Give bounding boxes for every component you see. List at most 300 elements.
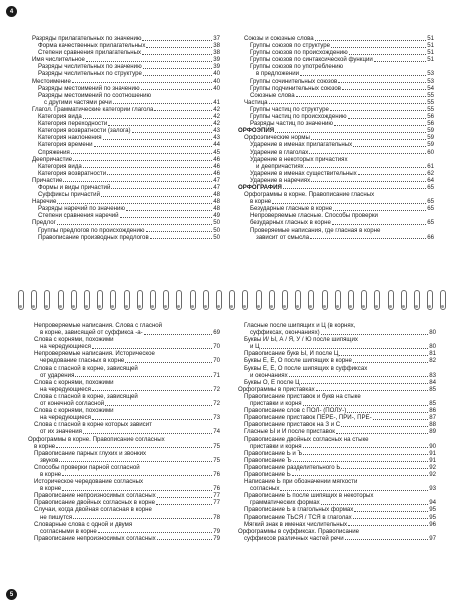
toc-entry — [26, 92, 220, 99]
binding-ring — [58, 290, 64, 310]
dot-leader — [269, 102, 426, 104]
dot-leader — [280, 489, 428, 491]
toc-entry-title: согласными в корне — [40, 527, 97, 535]
toc-entry-page: 39 — [213, 63, 220, 71]
dot-leader — [111, 187, 212, 189]
toc-entry-page: 79 — [213, 527, 220, 535]
dot-leader — [300, 74, 426, 76]
toc-entry-title: Случаи, когда двойная согласная в корне — [34, 506, 152, 514]
toc-entry — [238, 177, 434, 184]
toc-entry-title: Разряды частиц по значению — [250, 120, 333, 128]
toc-entry-title: Правописание разделительного Ь — [244, 463, 341, 471]
dot-leader — [157, 496, 212, 498]
toc-entry — [238, 106, 434, 113]
dot-leader — [292, 474, 428, 476]
toc-entry-title: Мягкий знак в именах числительных — [244, 520, 348, 528]
dot-leader — [125, 361, 212, 363]
dot-leader — [305, 166, 426, 168]
toc-entry — [238, 506, 436, 513]
toc-entry-page: 89 — [429, 428, 436, 436]
toc-entry-title: Орфограммы в корне. Правописание гласных — [244, 191, 375, 199]
toc-entry — [28, 365, 220, 372]
toc-entry-page: 59 — [427, 141, 434, 149]
binding-ring — [308, 290, 314, 310]
toc-entry — [238, 471, 436, 478]
dot-leader — [166, 440, 212, 441]
dot-leader — [311, 138, 426, 140]
toc-entry — [238, 485, 436, 492]
toc-entry — [238, 219, 434, 226]
dot-leader — [154, 109, 212, 111]
toc-entry-title: Правописание парных глухих и звонких — [34, 449, 147, 457]
dot-leader — [332, 223, 426, 225]
binding-ring — [388, 290, 394, 310]
toc-entry — [26, 184, 220, 191]
binding-ring — [335, 290, 341, 310]
toc-entry — [28, 393, 220, 400]
toc-entry-title: безударных гласных в корне — [250, 219, 331, 227]
toc-entry-title: Местоимение — [32, 77, 71, 85]
toc-entry-page: 85 — [429, 385, 436, 393]
binding-ring — [440, 290, 446, 310]
toc-entry — [28, 457, 220, 464]
dot-leader — [374, 60, 426, 62]
toc-entry-page: 61 — [427, 162, 434, 170]
toc-entry-page: 69 — [213, 329, 220, 337]
toc-entry-page: 96 — [429, 520, 436, 528]
toc-entry-title: Безударные гласные в корне — [250, 205, 333, 213]
dot-leader — [333, 209, 426, 211]
toc-entry — [238, 134, 434, 141]
dot-leader — [156, 355, 212, 356]
dot-leader — [146, 230, 213, 232]
toc-entry-title: Правописание Ь и Ъ — [244, 449, 303, 457]
toc-entry-title: Слова с корнями, похожими — [34, 378, 114, 386]
spiral-binding — [0, 286, 466, 314]
toc-entry — [28, 506, 220, 513]
dot-leader — [113, 102, 212, 104]
toc-entry-page: 88 — [429, 421, 436, 429]
toc-entry-title: в корне — [40, 470, 62, 478]
toc-entry-title: Спряжения — [38, 148, 70, 156]
dot-leader — [103, 138, 212, 140]
dot-leader — [115, 412, 212, 413]
toc-entry-title: Слова с корнями, похожими — [34, 336, 114, 344]
toc-page-top — [0, 0, 466, 288]
toc-entry-title: Разряды наречий по значению — [38, 205, 125, 213]
toc-entry-title: суффиксов различных частей речи — [244, 534, 344, 542]
toc-entry-title: Разряды прилагательных по значению — [32, 35, 142, 42]
toc-entry-page: 92 — [429, 470, 436, 478]
toc-entry — [28, 322, 220, 329]
toc-entry-page: 43 — [213, 134, 220, 142]
toc-entry — [238, 343, 436, 350]
toc-entry — [26, 219, 220, 226]
dot-leader — [339, 354, 428, 356]
toc-entry — [238, 156, 434, 163]
toc-entry-title: в предложении — [256, 70, 300, 78]
toc-entry-page: 75 — [213, 456, 220, 464]
toc-entry-page: 62 — [427, 169, 434, 177]
toc-entry — [238, 85, 434, 92]
dot-leader — [368, 369, 428, 370]
dot-leader — [57, 202, 212, 204]
dot-leader — [107, 173, 212, 175]
toc-entry — [238, 191, 434, 198]
toc-entry-title: Написание Ь при обозначении мягкости — [244, 478, 358, 486]
toc-entry-page: 39 — [213, 56, 220, 64]
toc-entry-title: Предлог — [32, 219, 56, 227]
toc-entry-page: 92 — [429, 463, 436, 471]
toc-entry-page: 47 — [213, 183, 220, 191]
toc-entry — [26, 70, 220, 77]
toc-entry-page: 64 — [427, 176, 434, 184]
toc-entry — [26, 212, 220, 219]
dot-leader — [108, 124, 212, 126]
toc-entry — [28, 514, 220, 521]
toc-entry-page: 93 — [429, 485, 436, 493]
toc-entry-title: Группы частиц по структуре — [250, 105, 329, 113]
dot-leader — [142, 53, 212, 55]
toc-entry — [238, 205, 434, 212]
toc-entry — [238, 49, 434, 56]
toc-entry — [28, 499, 220, 506]
dot-leader — [75, 375, 212, 377]
toc-entry-page: 38 — [213, 49, 220, 57]
toc-entry-title: Группы сочинительных союзов — [250, 77, 338, 85]
binding-ring — [282, 290, 288, 310]
toc-entry-title: Правописание приставок и букв на стыке — [244, 392, 361, 400]
dot-leader — [62, 489, 212, 491]
binding-ring — [18, 290, 24, 310]
toc-entry-page: 40 — [213, 84, 220, 92]
dot-leader — [98, 531, 212, 533]
toc-entry-page: 51 — [427, 42, 434, 50]
toc-entry-page: 38 — [213, 42, 220, 50]
toc-entry-page: 91 — [429, 456, 436, 464]
toc-entry-title: Частица — [244, 98, 268, 106]
toc-entry-title: ОРФОЭПИЯ — [238, 127, 275, 135]
toc-entry-page: 46 — [213, 169, 220, 177]
toc-entry — [238, 234, 434, 241]
dot-leader — [71, 152, 212, 154]
toc-entry-title: Степени сравнения прилагательных — [38, 49, 142, 57]
dot-leader — [296, 95, 426, 97]
toc-entry-title: на чередующиеся — [40, 343, 91, 351]
dot-leader — [144, 483, 212, 484]
toc-entry — [238, 70, 434, 77]
toc-entry-title: Слова с гласной в корне которых зависит — [34, 421, 152, 429]
dot-leader — [344, 68, 426, 69]
toc-entry — [238, 141, 434, 148]
toc-entry-title: Правописание непроизносимых согласных — [34, 492, 156, 500]
dot-leader — [349, 160, 426, 161]
toc-entry — [26, 149, 220, 156]
dot-leader — [358, 483, 428, 484]
dot-leader — [338, 81, 426, 83]
toc-entry-page: 76 — [213, 470, 220, 478]
toc-entry-page: 59 — [427, 127, 434, 135]
toc-entry-title: Наречие — [32, 198, 57, 206]
dot-leader — [341, 425, 428, 427]
toc-entry — [28, 478, 220, 485]
toc-entry-title: Правописание слов с ПОЛ- (ПОЛУ-) — [244, 407, 347, 415]
toc-entry — [26, 120, 220, 127]
toc-entry-title: Группы союзов по синтаксической функции — [250, 56, 373, 64]
toc-entry-title: Категория времени — [38, 141, 93, 149]
toc-entry-title: ОРФОГРАФИЯ — [238, 183, 282, 191]
toc-entry-page: 81 — [429, 350, 436, 358]
toc-entry — [26, 99, 220, 106]
toc-entry-title: Проверяемые написания, где гласная в корне — [250, 226, 381, 234]
dot-leader — [141, 468, 212, 469]
dot-leader — [73, 159, 212, 161]
dot-leader — [147, 454, 212, 455]
toc-entry-page: 48 — [213, 198, 220, 206]
toc-entry-page: 60 — [427, 148, 434, 156]
dot-leader — [370, 440, 428, 441]
toc-entry-title: Правописание ТЬСЯ / ТСЯ в глаголах — [244, 513, 352, 521]
dot-leader — [139, 397, 212, 398]
toc-entry-title: в корне — [34, 442, 56, 450]
binding-ring — [44, 290, 50, 310]
dot-leader — [83, 117, 212, 119]
dot-leader — [63, 180, 212, 182]
dot-leader — [83, 432, 212, 434]
toc-entry — [238, 329, 436, 336]
toc-entry — [26, 106, 220, 113]
toc-entry — [238, 198, 434, 205]
toc-entry — [28, 350, 220, 357]
toc-entry-page: 65 — [427, 205, 434, 213]
toc-entry — [238, 63, 434, 70]
binding-ring — [190, 290, 196, 310]
toc-entry-title: Степени сравнения наречий — [38, 212, 119, 220]
dot-leader — [139, 369, 212, 370]
toc-entry-page: 65 — [427, 183, 434, 191]
toc-entry-page: 83 — [429, 371, 436, 379]
toc-entry-page: 48 — [213, 191, 220, 199]
dot-leader — [379, 217, 426, 218]
toc-entry-title: Орфограммы в приставках — [238, 385, 315, 393]
dot-leader — [310, 237, 426, 239]
dot-leader — [146, 46, 212, 48]
toc-entry — [238, 350, 436, 357]
toc-entry-title: чередование гласных в корне — [40, 357, 125, 365]
toc-entry-page: 42 — [213, 105, 220, 113]
toc-entry-page: 37 — [213, 35, 220, 42]
toc-column-bottom-left — [28, 322, 220, 542]
toc-entry-page: 47 — [213, 176, 220, 184]
toc-entry-title: Правописание Ь — [244, 470, 291, 478]
toc-entry — [28, 414, 220, 421]
dot-leader — [301, 382, 428, 384]
toc-entry-page: 70 — [213, 357, 220, 365]
toc-entry — [26, 35, 220, 42]
toc-entry-page: 91 — [429, 449, 436, 457]
toc-entry-page: 42 — [213, 120, 220, 128]
toc-entry — [238, 336, 436, 343]
dot-leader — [316, 389, 428, 391]
toc-entry-page: 82 — [429, 357, 436, 365]
toc-entry-title: и Ц — [250, 343, 260, 351]
toc-entry-page: 43 — [213, 127, 220, 135]
toc-entry — [238, 386, 436, 393]
toc-entry-page: 53 — [427, 70, 434, 78]
toc-entry-page: 71 — [213, 371, 220, 379]
toc-entry — [28, 492, 220, 499]
toc-entry — [238, 407, 436, 414]
dot-leader — [289, 375, 428, 377]
dot-leader — [101, 195, 212, 197]
toc-entry — [28, 357, 220, 364]
toc-entry-page: 56 — [427, 113, 434, 121]
toc-entry-page: 56 — [427, 120, 434, 128]
binding-ring — [322, 290, 328, 310]
dot-leader — [362, 397, 428, 398]
toc-entry-title: согласных — [250, 485, 280, 493]
toc-entry-title: Историческое чередование согласных — [34, 478, 144, 486]
toc-entry — [28, 428, 220, 435]
toc-entry-title: Ударение в именах прилагательных — [250, 141, 353, 149]
toc-entry-title: Буквы О, Е после Ц — [244, 378, 300, 386]
toc-entry — [238, 400, 436, 407]
toc-entry-title: Буквы И/ Ы, А / Я, У / Ю после шипящих — [244, 336, 358, 344]
dot-leader — [153, 426, 212, 427]
toc-entry-title: Ударение в именах существительных — [250, 169, 357, 177]
toc-entry-page: 42 — [213, 113, 220, 121]
dot-leader — [342, 88, 426, 90]
dot-leader — [303, 404, 428, 406]
toc-entry — [26, 177, 220, 184]
toc-entry-page: 55 — [427, 105, 434, 113]
toc-entry-title: суффиксах, окончаниях) — [250, 329, 320, 337]
toc-entry-page: 50 — [213, 226, 220, 234]
dot-leader — [359, 341, 428, 342]
toc-entry-page: 77 — [213, 492, 220, 500]
dot-leader — [341, 467, 428, 469]
toc-entry-title: Причастие — [32, 176, 63, 184]
toc-entry-title: и окончаниях — [250, 371, 288, 379]
toc-entry-title: Разряды местоимений по соотношению — [38, 91, 152, 99]
toc-entry — [26, 56, 220, 63]
toc-entry-title: в корне — [250, 198, 272, 206]
toc-entry-title: не пишутся — [40, 513, 73, 521]
toc-entry-title: Буквы Е, Ё, О после шипящих в суффиксах — [244, 364, 368, 372]
dot-leader — [59, 460, 212, 462]
toc-entry-title: от конечной согласной — [40, 400, 105, 408]
toc-entry-page: 40 — [213, 70, 220, 78]
toc-entry-page: 51 — [427, 56, 434, 64]
dot-leader — [94, 145, 212, 147]
toc-entry — [28, 521, 220, 528]
toc-entry-page: 55 — [427, 91, 434, 99]
toc-entry — [28, 400, 220, 407]
toc-entry — [28, 528, 220, 535]
toc-entry-title: Словарные слова с одной и двумя — [34, 520, 133, 528]
binding-ring — [71, 290, 77, 310]
toc-entry-title: Способы проверки парной согласной — [34, 463, 140, 471]
toc-entry-page: 41 — [213, 98, 220, 106]
toc-entry — [28, 471, 220, 478]
dot-leader — [142, 39, 212, 41]
toc-entry-page: 74 — [213, 428, 220, 436]
toc-entry-page: 79 — [213, 534, 220, 542]
dot-leader — [56, 446, 212, 448]
toc-entry — [28, 372, 220, 379]
dot-leader — [272, 202, 426, 204]
toc-entry-page: 72 — [213, 385, 220, 393]
dot-leader — [62, 474, 212, 476]
toc-entry — [26, 113, 220, 120]
toc-entry — [238, 499, 436, 506]
toc-entry — [238, 42, 434, 49]
toc-column-top-right — [238, 35, 434, 241]
toc-entry-page: 76 — [213, 485, 220, 493]
toc-entry — [238, 457, 436, 464]
dot-leader — [143, 74, 212, 76]
toc-entry-title: Слова с гласной в корне, зависящей — [34, 392, 138, 400]
toc-entry-page: 53 — [427, 77, 434, 85]
binding-ring — [137, 290, 143, 310]
toc-entry-title: Ударение в наречиях — [250, 176, 311, 184]
toc-entry-title: Группы предлогов по происхождению — [38, 226, 145, 234]
toc-entry-title: Разряды числительных по структуре — [38, 70, 142, 78]
toc-entry — [238, 163, 434, 170]
binding-ring — [203, 290, 209, 310]
toc-entry-page: 55 — [427, 98, 434, 106]
toc-entry — [28, 464, 220, 471]
toc-entry — [238, 35, 434, 42]
toc-entry-title: Правописание производных предлогов — [38, 233, 149, 241]
toc-entry-title: Правописание Ъ — [244, 456, 292, 464]
dot-leader — [353, 361, 428, 363]
toc-entry-page: 44 — [213, 141, 220, 149]
binding-ring — [110, 290, 116, 310]
toc-entry — [238, 365, 436, 372]
toc-entry-page: 70 — [213, 343, 220, 351]
dot-leader — [133, 525, 212, 526]
dot-leader — [348, 524, 428, 526]
dot-leader — [354, 510, 428, 512]
toc-entry-page: 50 — [213, 219, 220, 227]
toc-entry-title: Непроверяемые написания. Слова с гласной — [34, 322, 163, 329]
toc-entry-title: Правописание непроизносимых согласных — [34, 534, 156, 542]
dot-leader — [374, 497, 428, 498]
dot-leader — [275, 131, 426, 133]
toc-entry-title: Ударение в глаголах — [250, 148, 309, 156]
dot-leader — [156, 503, 212, 505]
toc-entry — [238, 127, 434, 134]
toc-entry-page: 86 — [429, 407, 436, 415]
dot-leader — [115, 341, 212, 342]
toc-entry-page: 46 — [213, 162, 220, 170]
toc-entry-page: 95 — [429, 513, 436, 521]
toc-entry — [26, 170, 220, 177]
dot-leader — [311, 180, 426, 182]
toc-entry — [26, 205, 220, 212]
toc-entry-title: Непроверяемые гласные. Способы проверки — [250, 212, 378, 220]
dot-leader — [315, 39, 426, 41]
toc-entry — [238, 421, 436, 428]
toc-entry-title: Категория переходности — [38, 120, 108, 128]
toc-entry-title: Группы союзов по структуре — [250, 42, 331, 50]
binding-ring — [348, 290, 354, 310]
toc-entry — [238, 56, 434, 63]
dot-leader — [143, 67, 212, 69]
toc-entry-page: 66 — [427, 233, 434, 241]
toc-entry-title: от ударения — [40, 371, 75, 379]
